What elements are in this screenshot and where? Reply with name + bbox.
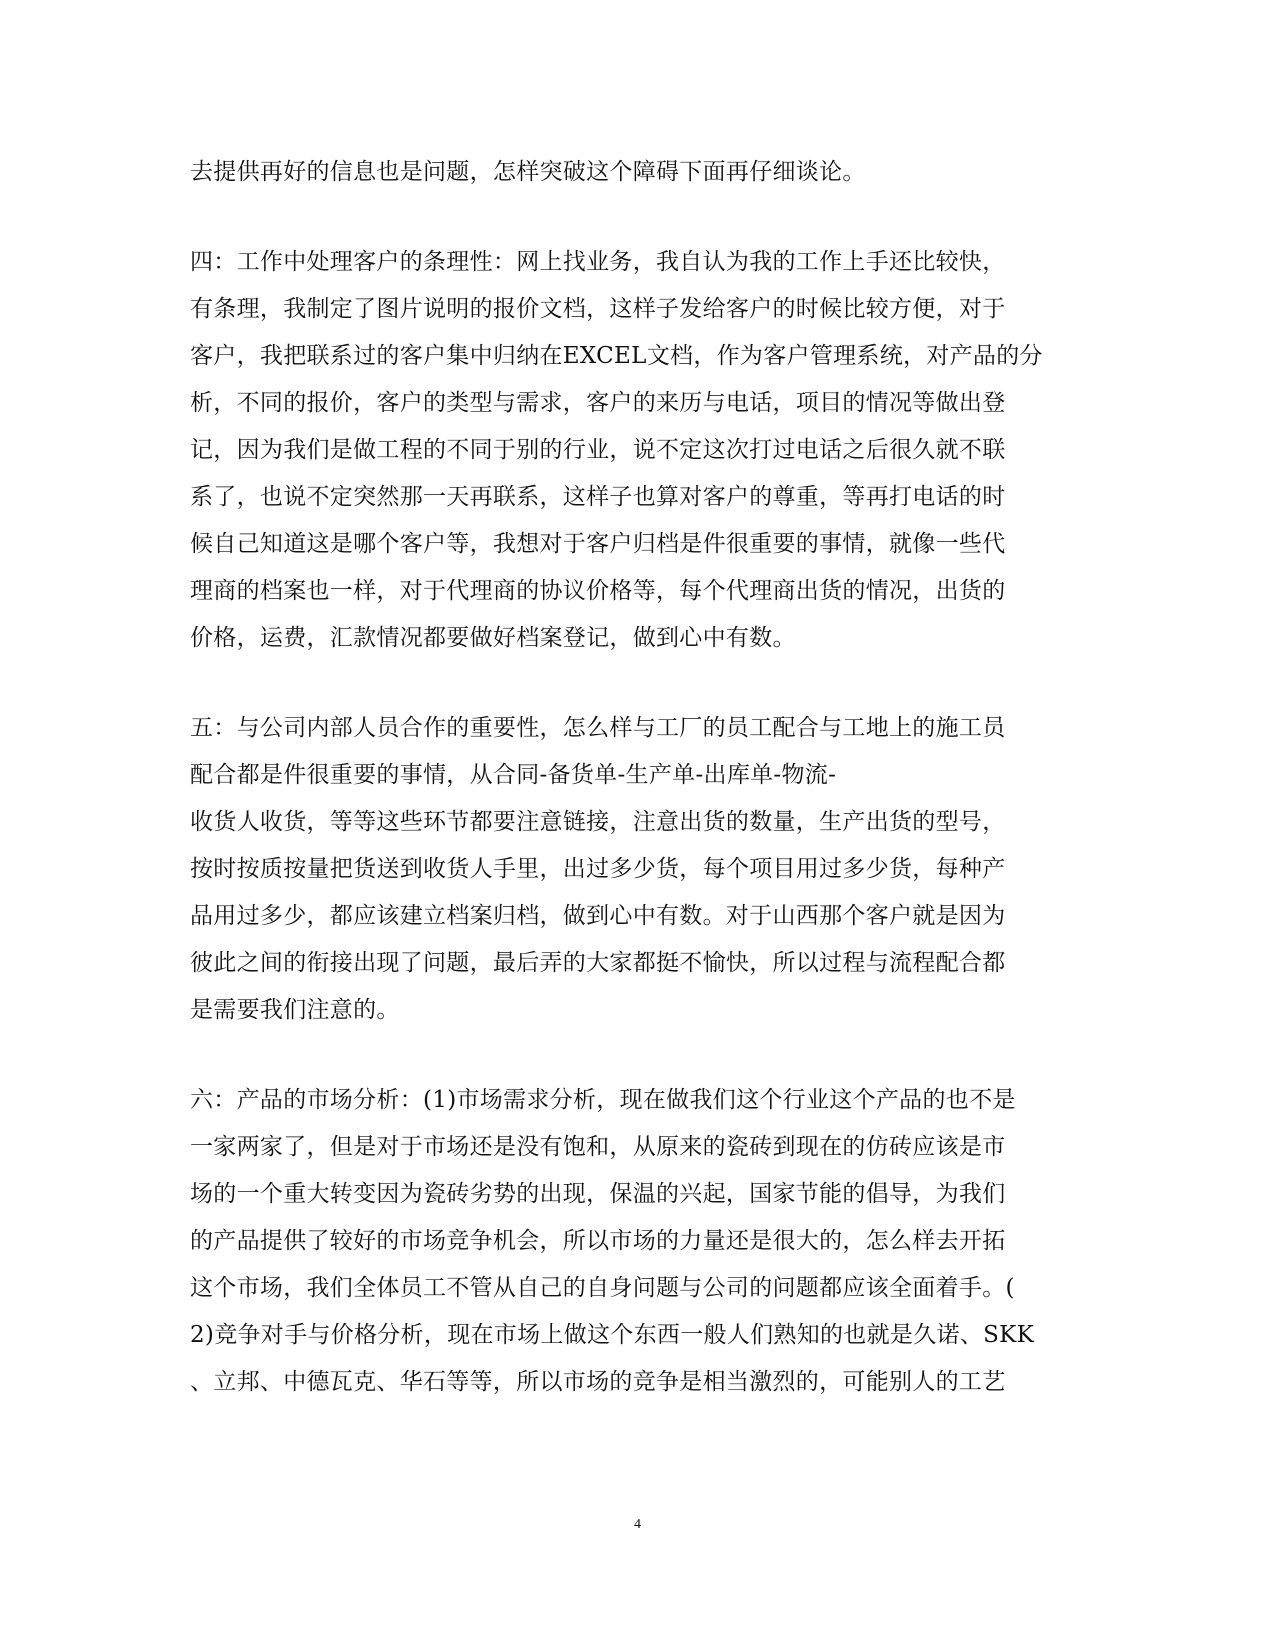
- text-line: 是需要我们注意的。: [190, 997, 400, 1023]
- text-line: 客户，我把联系过的客户集中归纳在EXCEL文档，作为客户管理系统，对产品的分: [190, 343, 1043, 369]
- text-line: 候自己知道这是哪个客户等，我想对于客户归档是件很重要的事情，就像一些代: [190, 531, 1006, 557]
- text-line: 有条理，我制定了图片说明的报价文档，这样子发给客户的时候比较方便，对于: [190, 296, 1006, 322]
- text-line: 一家两家了，但是对于市场还是没有饱和，从原来的瓷砖到现在的仿砖应该是市: [190, 1134, 1006, 1160]
- text-line: 按时按质按量把货送到收货人手里，出过多少货，每个项目用过多少货，每种产: [190, 856, 1006, 882]
- text-line: 四：工作中处理客户的条理性：网上找业务，我自认为我的工作上手还比较快，: [190, 249, 1006, 275]
- text-line: 价格，运费，汇款情况都要做好档案登记，做到心中有数。: [190, 625, 796, 651]
- text-line: 2)竞争对手与价格分析，现在市场上做这个东西一般人们熟知的也就是久诺、SKK: [190, 1322, 1035, 1348]
- text-line: 、立邦、中德瓦克、华石等等，所以市场的竞争是相当激烈的，可能别人的工艺: [190, 1369, 1006, 1395]
- text-line: 记，因为我们是做工程的不同于别的行业，说不定这次打过电话之后很久就不联: [190, 437, 1006, 463]
- page-number: 4: [634, 1517, 641, 1532]
- text-line: 去提供再好的信息也是问题，怎样突破这个障碍下面再仔细谈论。: [190, 159, 866, 185]
- text-line: 六：产品的市场分析：(1)市场需求分析，现在做我们这个行业这个产品的也不是: [190, 1087, 1016, 1113]
- text-line: 场的一个重大转变因为瓷砖劣势的出现，保温的兴起，国家节能的倡导，为我们: [190, 1181, 1006, 1207]
- text-line: 这个市场，我们全体员工不管从自己的自身问题与公司的问题都应该全面着手。(: [190, 1275, 1015, 1301]
- text-line: 彼此之间的衔接出现了问题，最后弄的大家都挺不愉快，所以过程与流程配合都: [190, 950, 1006, 976]
- text-line: 析，不同的报价，客户的类型与需求，客户的来历与电话，项目的情况等做出登: [190, 390, 1006, 416]
- text-line: 五：与公司内部人员合作的重要性，怎么样与工厂的员工配合与工地上的施工员: [190, 715, 1006, 741]
- text-line: 收货人收货，等等这些环节都要注意链接，注意出货的数量，生产出货的型号，: [190, 809, 1006, 835]
- text-line: 的产品提供了较好的市场竞争机会，所以市场的力量还是很大的，怎么样去开拓: [190, 1228, 1006, 1254]
- text-line: 品用过多少，都应该建立档案归档，做到心中有数。对于山西那个客户就是因为: [190, 903, 1006, 929]
- text-line: 系了，也说不定突然那一天再联系，这样子也算对客户的尊重，等再打电话的时: [190, 484, 1006, 510]
- text-line: 配合都是件很重要的事情，从合同-备货单-生产单-出库单-物流-: [190, 762, 837, 788]
- text-line: 理商的档案也一样，对于代理商的协议价格等，每个代理商出货的情况，出货的: [190, 578, 1006, 604]
